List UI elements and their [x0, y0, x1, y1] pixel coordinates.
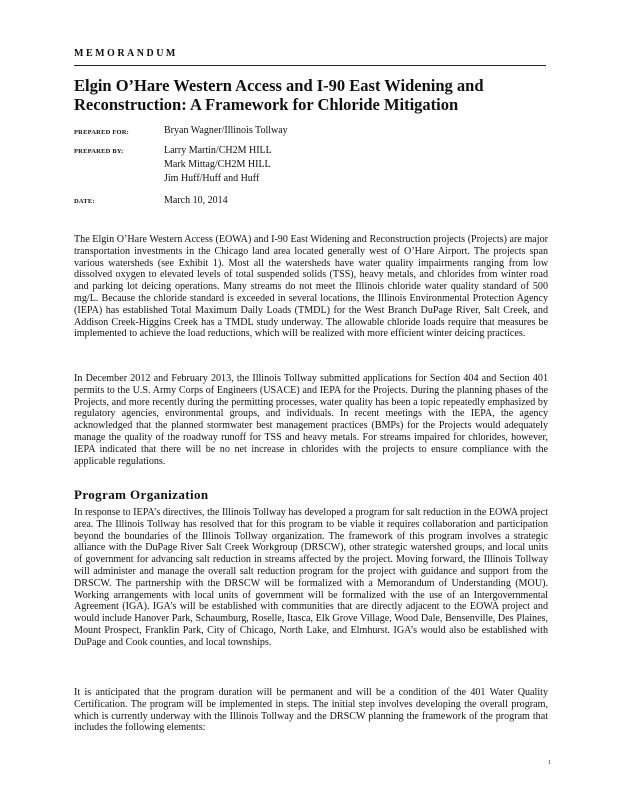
- header-divider: [74, 65, 546, 66]
- prepared-for-value: Bryan Wagner/Illinois Tollway: [164, 125, 288, 136]
- prepared-by-line: Jim Huff/Huff and Huff: [164, 173, 260, 184]
- body-paragraph: The Elgin O’Hare Western Access (EOWA) and I-90 East Widening and Reconstruction projects (Projects) are major transportation investments in the Chicago land area located generally west of O’Hare Airport. The projects span various watersheds (see Exhibit 1). Most all the watersheds have water quality impairments ranging from low dissolved oxygen to elevated levels of total suspended solids (TSS), heavy metals, and chlorides from winter road and parking lot deicing operations. Many streams do not meet the Illinois chloride water quality standard of 500 mg/L. Because the chloride standard is exceeded in several locations, the Illinois Environmental Protection Agency (IEPA) has established Total Maximum Daily Loads (TMDL) for the West Branch DuPage River, Salt Creek, and Addison Creek-Higgins Creek has a TMDL study underway. The allowable chloride loads require that measures be implemented to achieve the load reductions, which will be realized with more efficient winter deicing practices.: [74, 234, 548, 340]
- prepared-by-label: PREPARED BY:: [74, 148, 124, 155]
- page-number: 1: [548, 760, 551, 766]
- date-value: March 10, 2014: [164, 195, 228, 206]
- body-paragraph: It is anticipated that the program duration will be permanent and will be a condition of the 401 Water Quality Certification. The program will be implemented in steps. The initial step involves developing the overall program, which is currently underway with the Illinois Tollway and the DRSCW planning the framework of the program that includes the following elements:: [74, 687, 548, 734]
- body-paragraph: In response to IEPA’s directives, the Illinois Tollway has developed a program for salt reduction in the EOWA project area. The Illinois Tollway has resolved that for this program to be viable it requires collaboration and participation beyond the boundaries of the Illinois Tollway organization. The framework of this program involves a strategic alliance with the DuPage River Salt Creek Workgroup (DRSCW), other strategic watershed groups, and local units of government for advancing salt reduction in streams affected by the project. Moving forward, the Illinois Tollway will administer and manage the overall salt reduction program for the project with guidance and support from the DRSCW. The partnership with the DRSCW will be formalized with a Memorandum of Understanding (MOU). Working arrangements with local units of government will be formalized with the use of an Intergovernmental Agreement (IGA). IGA’s will be established with communities that are directly adjacent to the EOWA project and would include Hanover Park, Schaumburg, Roselle, Itasca, Elk Grove Village, Wood Dale, Bensenville, Des Plaines, Mount Prospect, Franklin Park, City of Chicago, North Lake, and Elmhurst. IGA’s would also be established with DuPage and Cook counties, and local townships.: [74, 507, 548, 648]
- memo-title: Elgin O’Hare Western Access and I-90 East Widening and Reconstruction: A Framework for Chloride Mitigation: [74, 76, 484, 114]
- body-paragraph: In December 2012 and February 2013, the Illinois Tollway submitted applications for Section 404 and Section 401 permits to the U.S. Army Corps of Engineers (USACE) and IEPA for the Projects. During the planning phases of the Projects, and more recently during the permitting processes, water quality has been a topic repeatedly emphasized by regulatory agencies, environmental groups, and individuals. In recent meetings with the IEPA, the agency acknowledged that the planned stormwater best management practices (BMPs) for the Projects would adequately manage the quality of the roadway runoff for TSS and heavy metals. For streams impaired for chlorides, however, IEPA indicated that there will be no net increase in chlorides with the projects to ensure compliance with the applicable regulations.: [74, 373, 548, 467]
- prepared-by-line: Larry Martin/CH2M HILL: [164, 145, 272, 156]
- date-label: DATE:: [74, 198, 95, 205]
- prepared-for-label: PREPARED FOR:: [74, 129, 130, 136]
- prepared-by-line: Mark Mittag/CH2M HILL: [164, 159, 271, 170]
- section-heading: Program Organization: [74, 487, 209, 502]
- memo-label: MEMORANDUM: [74, 48, 178, 59]
